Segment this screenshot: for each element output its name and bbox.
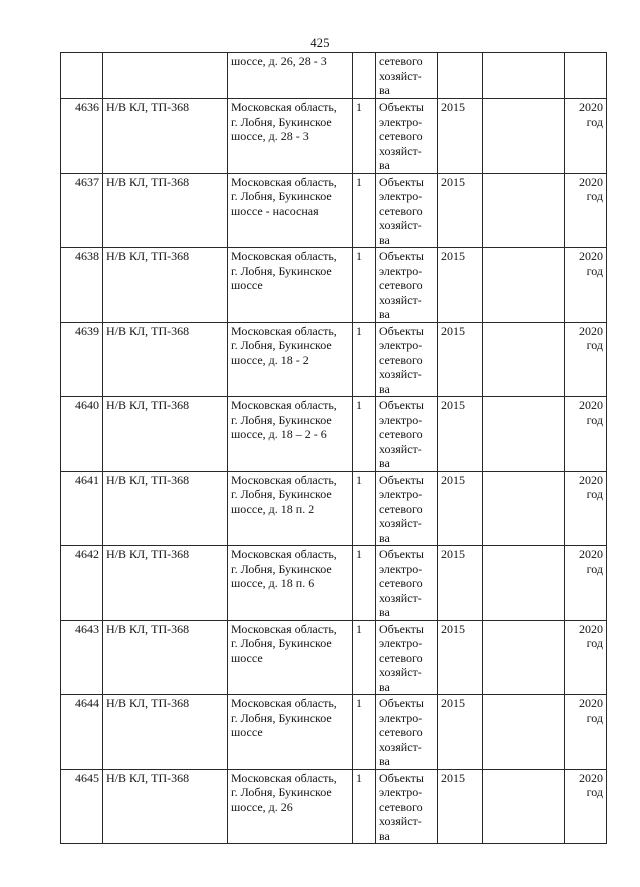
cell-quantity — [353, 248, 376, 323]
object-name: Н/В КЛ, ТП-368 — [106, 621, 190, 636]
type-line: Объекты — [379, 472, 424, 487]
type-line: Объекты — [379, 696, 424, 710]
address-line: шоссе, д. 18 – 2 - 6 — [231, 427, 327, 441]
cell-quantity — [353, 769, 376, 844]
cell-quantity — [353, 471, 376, 546]
year-value: 2015 — [441, 770, 465, 785]
type-line: Объекты — [379, 174, 424, 189]
type-line: хозяйст- — [379, 367, 422, 381]
cell-blank — [483, 173, 565, 248]
type-line: ва — [379, 605, 390, 619]
cell-year — [438, 397, 483, 472]
table-body — [61, 53, 607, 844]
cell-name — [103, 471, 228, 546]
term-line: год — [586, 710, 603, 725]
cell-term — [565, 471, 607, 546]
type-line: ва — [379, 456, 390, 470]
object-name: Н/В КЛ, ТП-368 — [106, 547, 190, 561]
row-number: 4636 — [75, 100, 99, 114]
term-line: 2020 — [579, 472, 603, 487]
row-number: 4643 — [75, 621, 99, 636]
cell-term — [565, 99, 607, 174]
type-line: сетевого — [379, 650, 423, 665]
cell-address — [228, 769, 353, 844]
address-line: Московская область, — [231, 696, 337, 710]
type-line: хозяйст- — [379, 441, 422, 456]
type-line: Объекты — [379, 770, 424, 785]
type-line: сетевого — [379, 576, 423, 590]
type-line: хозяйст- — [379, 665, 422, 679]
address-line: Московская область, — [231, 547, 337, 561]
cell-name — [103, 546, 228, 621]
cell-number — [61, 546, 103, 621]
cell-name — [103, 397, 228, 472]
cell-blank — [483, 546, 565, 621]
cell-term — [565, 769, 607, 844]
type-line: электро- — [379, 189, 423, 203]
cell-quantity — [353, 695, 376, 770]
object-name: Н/В КЛ, ТП-368 — [106, 100, 190, 114]
cell-quantity — [353, 53, 376, 99]
cell-address — [228, 546, 353, 621]
term-line: год — [586, 487, 603, 501]
type-line: ва — [379, 754, 390, 768]
row-number: 4641 — [75, 472, 99, 487]
object-name: Н/В КЛ, ТП-368 — [106, 472, 190, 487]
quantity: 1 — [356, 547, 362, 561]
term-line: 2020 — [579, 547, 603, 561]
cell-number — [61, 173, 103, 248]
address-line: Московская область, — [231, 100, 337, 114]
term-line: год — [586, 189, 603, 203]
cell-number — [61, 53, 103, 99]
cell-year — [438, 53, 483, 99]
type-line: хозяйст- — [379, 516, 422, 530]
type-line: электро- — [379, 710, 423, 725]
cell-blank — [483, 322, 565, 397]
table-row — [61, 99, 607, 174]
address-line: шоссе - насосная — [231, 203, 319, 218]
term-line: 2020 — [579, 100, 603, 114]
cell-quantity — [353, 173, 376, 248]
year-value: 2015 — [441, 621, 465, 636]
row-number: 4642 — [75, 547, 99, 561]
address-line: г. Лобня, Букинское — [231, 114, 332, 129]
type-line: Объекты — [379, 100, 424, 114]
type-line: Объекты — [379, 323, 424, 338]
type-line: электро- — [379, 114, 423, 129]
cell-year — [438, 620, 483, 695]
cell-object-type — [376, 173, 438, 248]
cell-year — [438, 173, 483, 248]
address-line: г. Лобня, Букинское — [231, 636, 332, 650]
cell-object-type — [376, 53, 438, 99]
cell-name — [103, 248, 228, 323]
year-value: 2015 — [441, 174, 465, 189]
term-line: 2020 — [579, 174, 603, 189]
year-value: 2015 — [441, 398, 465, 412]
quantity: 1 — [356, 100, 362, 114]
cell-blank — [483, 471, 565, 546]
cell-address — [228, 695, 353, 770]
address-line: г. Лобня, Букинское — [231, 263, 332, 278]
address-line: г. Лобня, Букинское — [231, 189, 332, 203]
cell-number — [61, 769, 103, 844]
address-line: шоссе, д. 28 - 3 — [231, 129, 309, 143]
type-line: сетевого — [379, 352, 423, 367]
cell-name — [103, 99, 228, 174]
cell-year — [438, 322, 483, 397]
cell-address — [228, 173, 353, 248]
type-line: хозяйст- — [379, 292, 422, 307]
type-line: сетевого — [379, 129, 423, 143]
address-line: г. Лобня, Букинское — [231, 561, 332, 576]
table-row — [61, 248, 607, 323]
term-line: 2020 — [579, 249, 603, 263]
row-number: 4644 — [75, 696, 99, 710]
object-name: Н/В КЛ, ТП-368 — [106, 249, 190, 263]
object-name: Н/В КЛ, ТП-368 — [106, 323, 190, 338]
year-value: 2015 — [441, 249, 465, 263]
cell-object-type — [376, 769, 438, 844]
type-line: электро- — [379, 338, 423, 352]
cell-blank — [483, 99, 565, 174]
quantity: 1 — [356, 174, 362, 189]
cell-name — [103, 173, 228, 248]
year-value: 2015 — [441, 547, 465, 561]
type-line: ва — [379, 232, 390, 247]
object-name: Н/В КЛ, ТП-368 — [106, 398, 190, 412]
address-line: шоссе, д. 26, 28 - 3 — [231, 54, 327, 68]
quantity: 1 — [356, 770, 362, 785]
table-row — [61, 173, 607, 248]
cell-blank — [483, 695, 565, 770]
type-line: Объекты — [379, 249, 424, 263]
address-line: г. Лобня, Букинское — [231, 785, 332, 799]
page-number: 425 — [310, 36, 330, 50]
cell-year — [438, 248, 483, 323]
address-line: шоссе — [231, 650, 263, 665]
cell-term — [565, 620, 607, 695]
cell-object-type — [376, 695, 438, 770]
object-name: Н/В КЛ, ТП-368 — [106, 174, 190, 189]
row-number: 4640 — [75, 398, 99, 412]
cell-number — [61, 322, 103, 397]
term-line: 2020 — [579, 621, 603, 636]
cell-address — [228, 620, 353, 695]
cell-object-type — [376, 546, 438, 621]
cell-number — [61, 248, 103, 323]
type-line: электро- — [379, 412, 423, 427]
type-line: хозяйст- — [379, 218, 422, 232]
type-line: ва — [379, 530, 390, 545]
type-line: сетевого — [379, 427, 423, 441]
address-line: Московская область, — [231, 770, 337, 785]
cell-number — [61, 99, 103, 174]
cell-blank — [483, 620, 565, 695]
type-line: электро- — [379, 487, 423, 501]
cell-term — [565, 173, 607, 248]
row-number: 4639 — [75, 323, 99, 338]
table-row — [61, 620, 607, 695]
type-line: сетевого — [379, 278, 423, 292]
quantity: 1 — [356, 323, 362, 338]
cell-address — [228, 322, 353, 397]
type-line: Объекты — [379, 398, 424, 412]
type-line: хозяйст- — [379, 814, 422, 828]
cell-term — [565, 695, 607, 770]
cell-object-type — [376, 471, 438, 546]
type-line: ва — [379, 381, 390, 396]
registry-table — [60, 52, 607, 844]
table-row — [61, 322, 607, 397]
type-line: хозяйст- — [379, 68, 422, 83]
cell-number — [61, 620, 103, 695]
cell-year — [438, 99, 483, 174]
table-row — [61, 471, 607, 546]
address-line: Московская область, — [231, 174, 337, 189]
term-line: 2020 — [579, 323, 603, 338]
term-line: год — [586, 785, 603, 799]
quantity: 1 — [356, 696, 362, 710]
object-name: Н/В КЛ, ТП-368 — [106, 696, 190, 710]
cell-name — [103, 769, 228, 844]
cell-address — [228, 99, 353, 174]
cell-object-type — [376, 99, 438, 174]
type-line: ва — [379, 158, 390, 172]
cell-blank — [483, 53, 565, 99]
cell-object-type — [376, 248, 438, 323]
cell-address — [228, 248, 353, 323]
type-line: электро- — [379, 561, 423, 576]
cell-blank — [483, 397, 565, 472]
cell-term — [565, 248, 607, 323]
cell-number — [61, 471, 103, 546]
table-row — [61, 397, 607, 472]
address-line: Московская область, — [231, 398, 337, 412]
cell-quantity — [353, 322, 376, 397]
address-line: шоссе, д. 18 п. 2 — [231, 501, 315, 516]
cell-object-type — [376, 620, 438, 695]
type-line: сетевого — [379, 725, 423, 739]
quantity: 1 — [356, 398, 362, 412]
type-line: Объекты — [379, 621, 424, 636]
cell-name — [103, 53, 228, 99]
table-row — [61, 695, 607, 770]
term-line: год — [586, 636, 603, 650]
cell-number — [61, 695, 103, 770]
type-line: ва — [379, 83, 390, 97]
cell-blank — [483, 248, 565, 323]
term-line: год — [586, 338, 603, 352]
quantity: 1 — [356, 472, 362, 487]
cell-year — [438, 471, 483, 546]
cell-name — [103, 695, 228, 770]
cell-year — [438, 695, 483, 770]
term-line: год — [586, 114, 603, 129]
cell-year — [438, 546, 483, 621]
year-value: 2015 — [441, 100, 465, 114]
address-line: Московская область, — [231, 323, 337, 338]
address-line: Московская область, — [231, 249, 337, 263]
type-line: ва — [379, 828, 390, 843]
address-line: Московская область, — [231, 621, 337, 636]
cell-object-type — [376, 397, 438, 472]
term-line: год — [586, 561, 603, 576]
address-line: шоссе — [231, 725, 263, 739]
table-row — [61, 546, 607, 621]
cell-name — [103, 322, 228, 397]
term-line: год — [586, 412, 603, 427]
cell-address — [228, 471, 353, 546]
term-line: 2020 — [579, 696, 603, 710]
year-value: 2015 — [441, 323, 465, 338]
cell-address — [228, 53, 353, 99]
type-line: электро- — [379, 263, 423, 278]
year-value: 2015 — [441, 472, 465, 487]
address-line: г. Лобня, Букинское — [231, 412, 332, 427]
term-line: 2020 — [579, 770, 603, 785]
type-line: сетевого — [379, 501, 423, 516]
quantity: 1 — [356, 621, 362, 636]
address-line: шоссе, д. 18 - 2 — [231, 352, 309, 367]
address-line: шоссе, д. 26 — [231, 799, 293, 814]
cell-quantity — [353, 99, 376, 174]
cell-term — [565, 397, 607, 472]
year-value: 2015 — [441, 696, 465, 710]
type-line: сетевого — [379, 799, 423, 814]
address-line: Московская область, — [231, 472, 337, 487]
row-number: 4645 — [75, 770, 99, 785]
type-line: электро- — [379, 785, 423, 799]
cell-quantity — [353, 397, 376, 472]
term-line: 2020 — [579, 398, 603, 412]
cell-term — [565, 53, 607, 99]
type-line: ва — [379, 679, 390, 694]
address-line: шоссе — [231, 278, 263, 292]
type-line: хозяйст- — [379, 590, 422, 605]
quantity: 1 — [356, 249, 362, 263]
type-line: сетевого — [379, 203, 423, 218]
address-line: г. Лобня, Букинское — [231, 710, 332, 725]
object-name: Н/В КЛ, ТП-368 — [106, 770, 190, 785]
type-line: хозяйст- — [379, 143, 422, 158]
address-line: шоссе, д. 18 п. 6 — [231, 576, 315, 590]
cell-number — [61, 397, 103, 472]
type-line: ва — [379, 307, 390, 321]
type-line: электро- — [379, 636, 423, 650]
cell-quantity — [353, 620, 376, 695]
row-number: 4637 — [75, 174, 99, 189]
cell-name — [103, 620, 228, 695]
type-line: Объекты — [379, 547, 424, 561]
row-number: 4638 — [75, 249, 99, 263]
cell-year — [438, 769, 483, 844]
continuation-row — [61, 53, 607, 99]
cell-quantity — [353, 546, 376, 621]
term-line: год — [586, 263, 603, 278]
cell-term — [565, 322, 607, 397]
cell-object-type — [376, 322, 438, 397]
type-line: хозяйст- — [379, 739, 422, 754]
cell-address — [228, 397, 353, 472]
cell-blank — [483, 769, 565, 844]
table-row — [61, 769, 607, 844]
address-line: г. Лобня, Букинское — [231, 487, 332, 501]
address-line: г. Лобня, Букинское — [231, 338, 332, 352]
type-line: сетевого — [379, 54, 423, 68]
cell-term — [565, 546, 607, 621]
